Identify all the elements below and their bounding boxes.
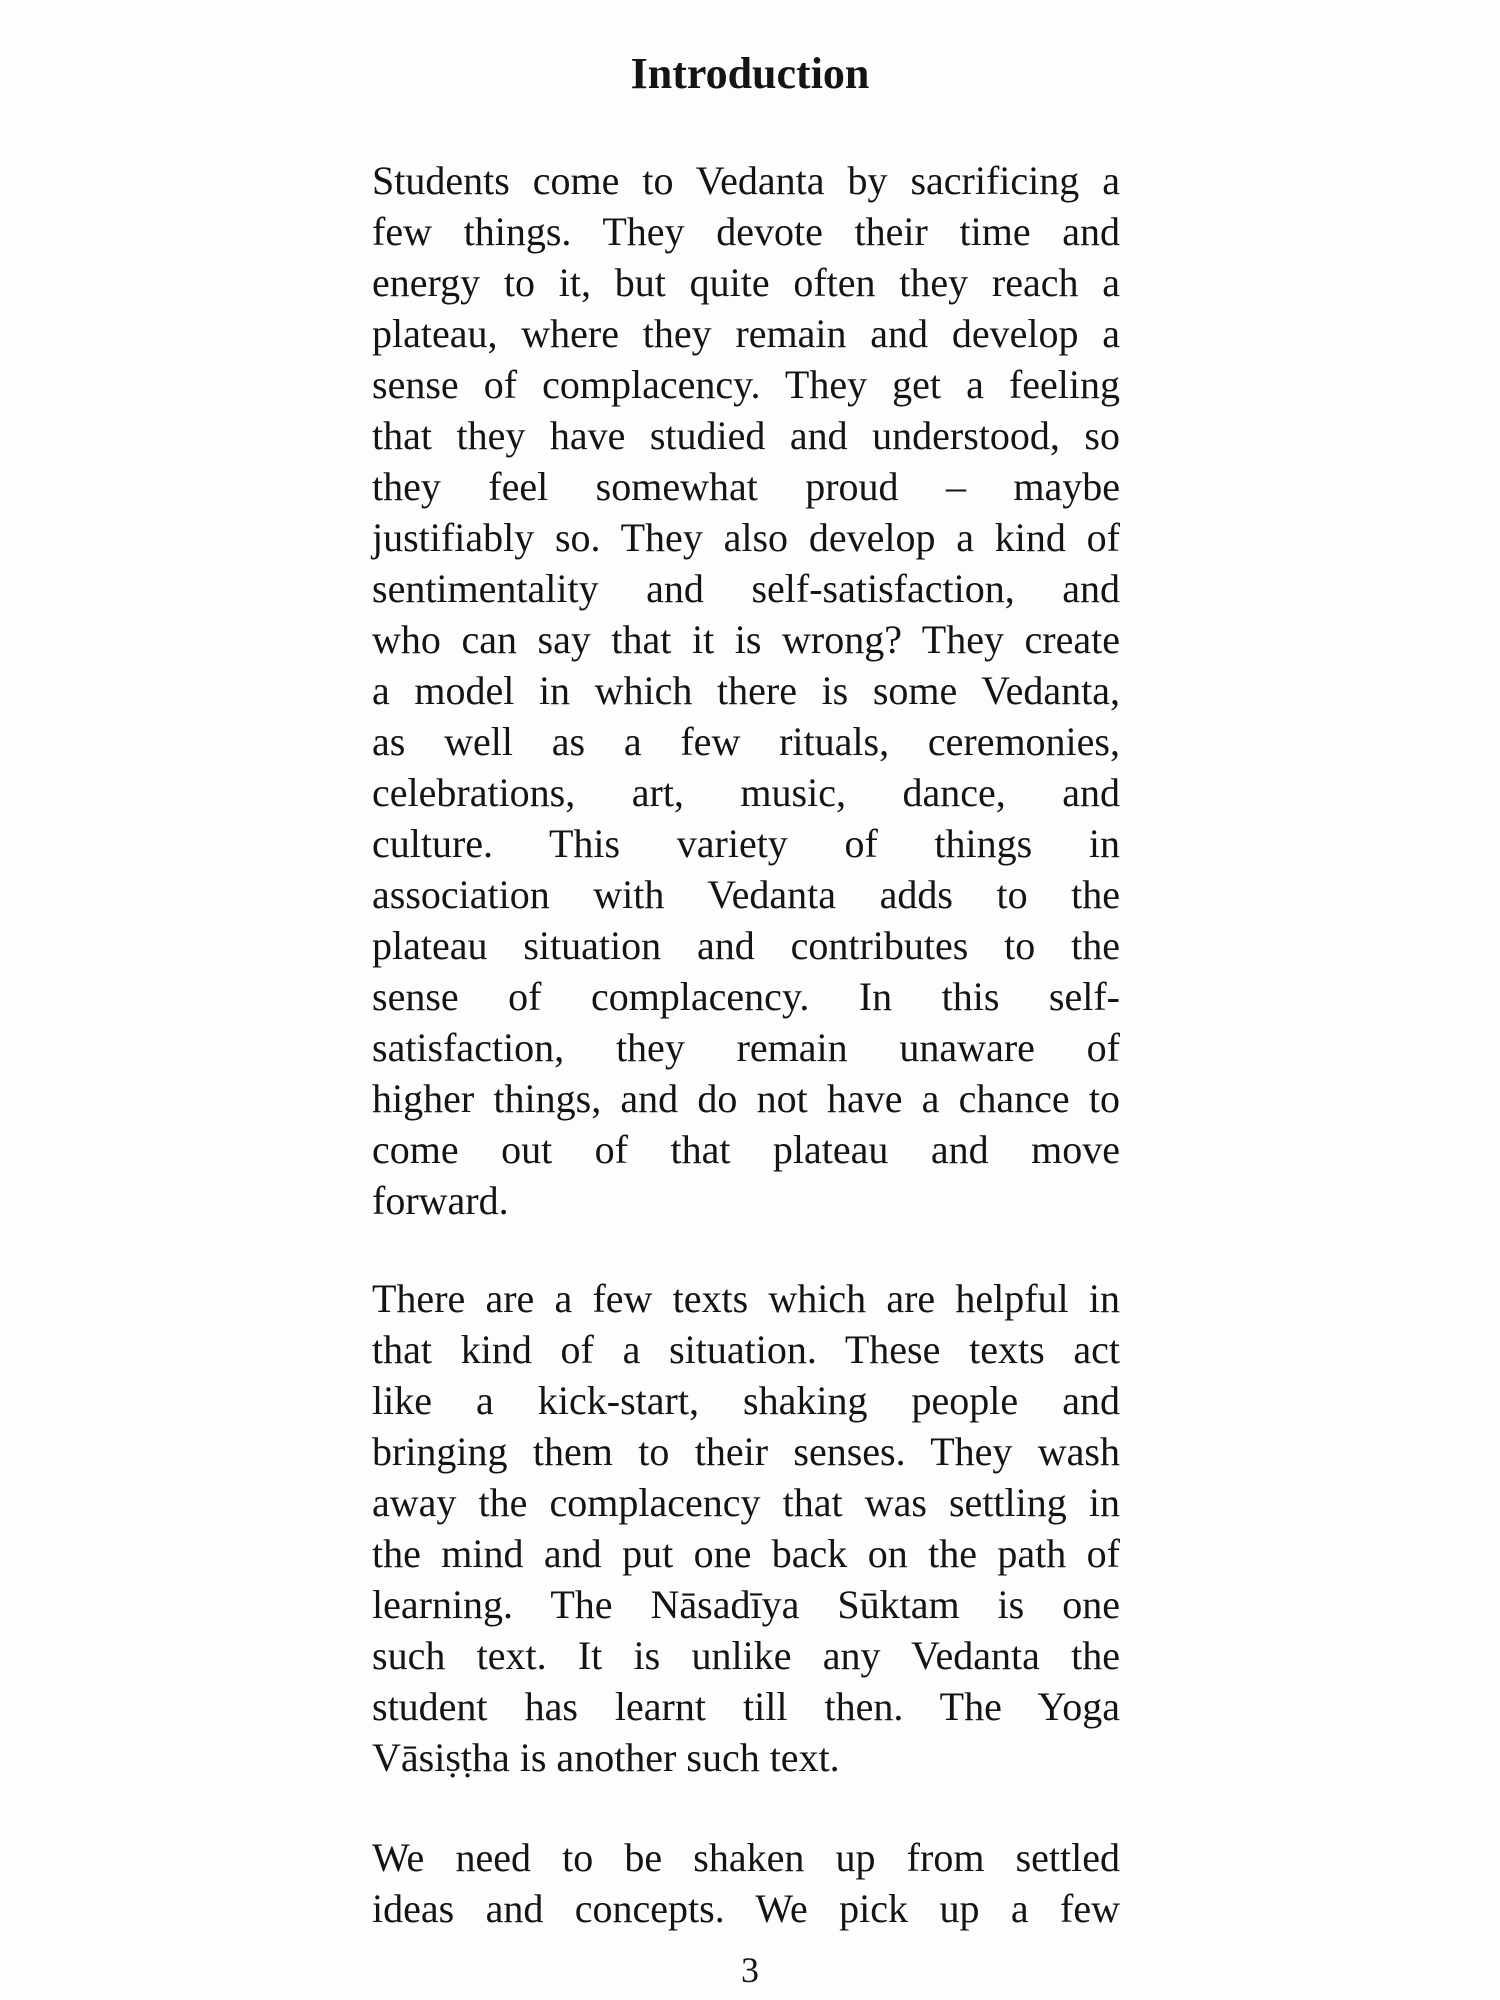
text-line: energy to it, but quite often they reach a xyxy=(372,260,1120,305)
text-line: There are a few texts which are helpful in xyxy=(372,1276,1120,1321)
text-line: that kind of a situation. These texts act xyxy=(372,1327,1120,1372)
text-line: ideas and concepts. We pick up a few xyxy=(372,1886,1120,1931)
text-line: a model in which there is some Vedanta, xyxy=(372,668,1120,713)
paragraph-2 xyxy=(372,1273,1120,1783)
text-line: forward. xyxy=(372,1178,509,1223)
paragraph-3 xyxy=(372,1832,1120,1934)
text-line: who can say that it is wrong? They create xyxy=(372,617,1120,662)
text-line: sense of complacency. In this self- xyxy=(372,974,1120,1019)
text-line: association with Vedanta adds to the xyxy=(372,872,1120,917)
page-number: 3 xyxy=(741,1950,759,1990)
text-line: sentimentality and self-satisfaction, and xyxy=(372,566,1120,611)
text-line: We need to be shaken up from settled xyxy=(372,1835,1120,1880)
text-line: bringing them to their senses. They wash xyxy=(372,1429,1120,1474)
text-line: they feel somewhat proud – maybe xyxy=(372,464,1120,509)
text-line: like a kick-start, shaking people and xyxy=(372,1378,1120,1423)
text-line: away the complacency that was settling in xyxy=(372,1480,1120,1525)
text-line: sense of complacency. They get a feeling xyxy=(372,362,1120,407)
text-line: come out of that plateau and move xyxy=(372,1127,1120,1172)
text-line: few things. They devote their time and xyxy=(372,209,1120,254)
text-line: Vāsiṣṭha is another such text. xyxy=(372,1735,840,1780)
text-line: higher things, and do not have a chance to xyxy=(372,1076,1120,1121)
text-line: culture. This variety of things in xyxy=(372,821,1120,866)
text-line: satisfaction, they remain unaware of xyxy=(372,1025,1120,1070)
text-line: student has learnt till then. The Yoga xyxy=(372,1684,1120,1729)
text-line: as well as a few rituals, ceremonies, xyxy=(372,719,1120,764)
text-line: such text. It is unlike any Vedanta the xyxy=(372,1633,1120,1678)
chapter-title: Introduction xyxy=(630,49,870,98)
text-line: that they have studied and understood, so xyxy=(372,413,1120,458)
text-line: justifiably so. They also develop a kind of xyxy=(372,515,1120,560)
text-line: learning. The Nāsadīya Sūktam is one xyxy=(372,1582,1120,1627)
text-line: the mind and put one back on the path of xyxy=(372,1531,1120,1576)
text-line: plateau situation and contributes to the xyxy=(372,923,1120,968)
text-line: Students come to Vedanta by sacrificing a xyxy=(372,158,1120,203)
text-line: celebrations, art, music, dance, and xyxy=(372,770,1120,815)
paragraph-1 xyxy=(372,155,1120,1226)
text-line: plateau, where they remain and develop a xyxy=(372,311,1120,356)
